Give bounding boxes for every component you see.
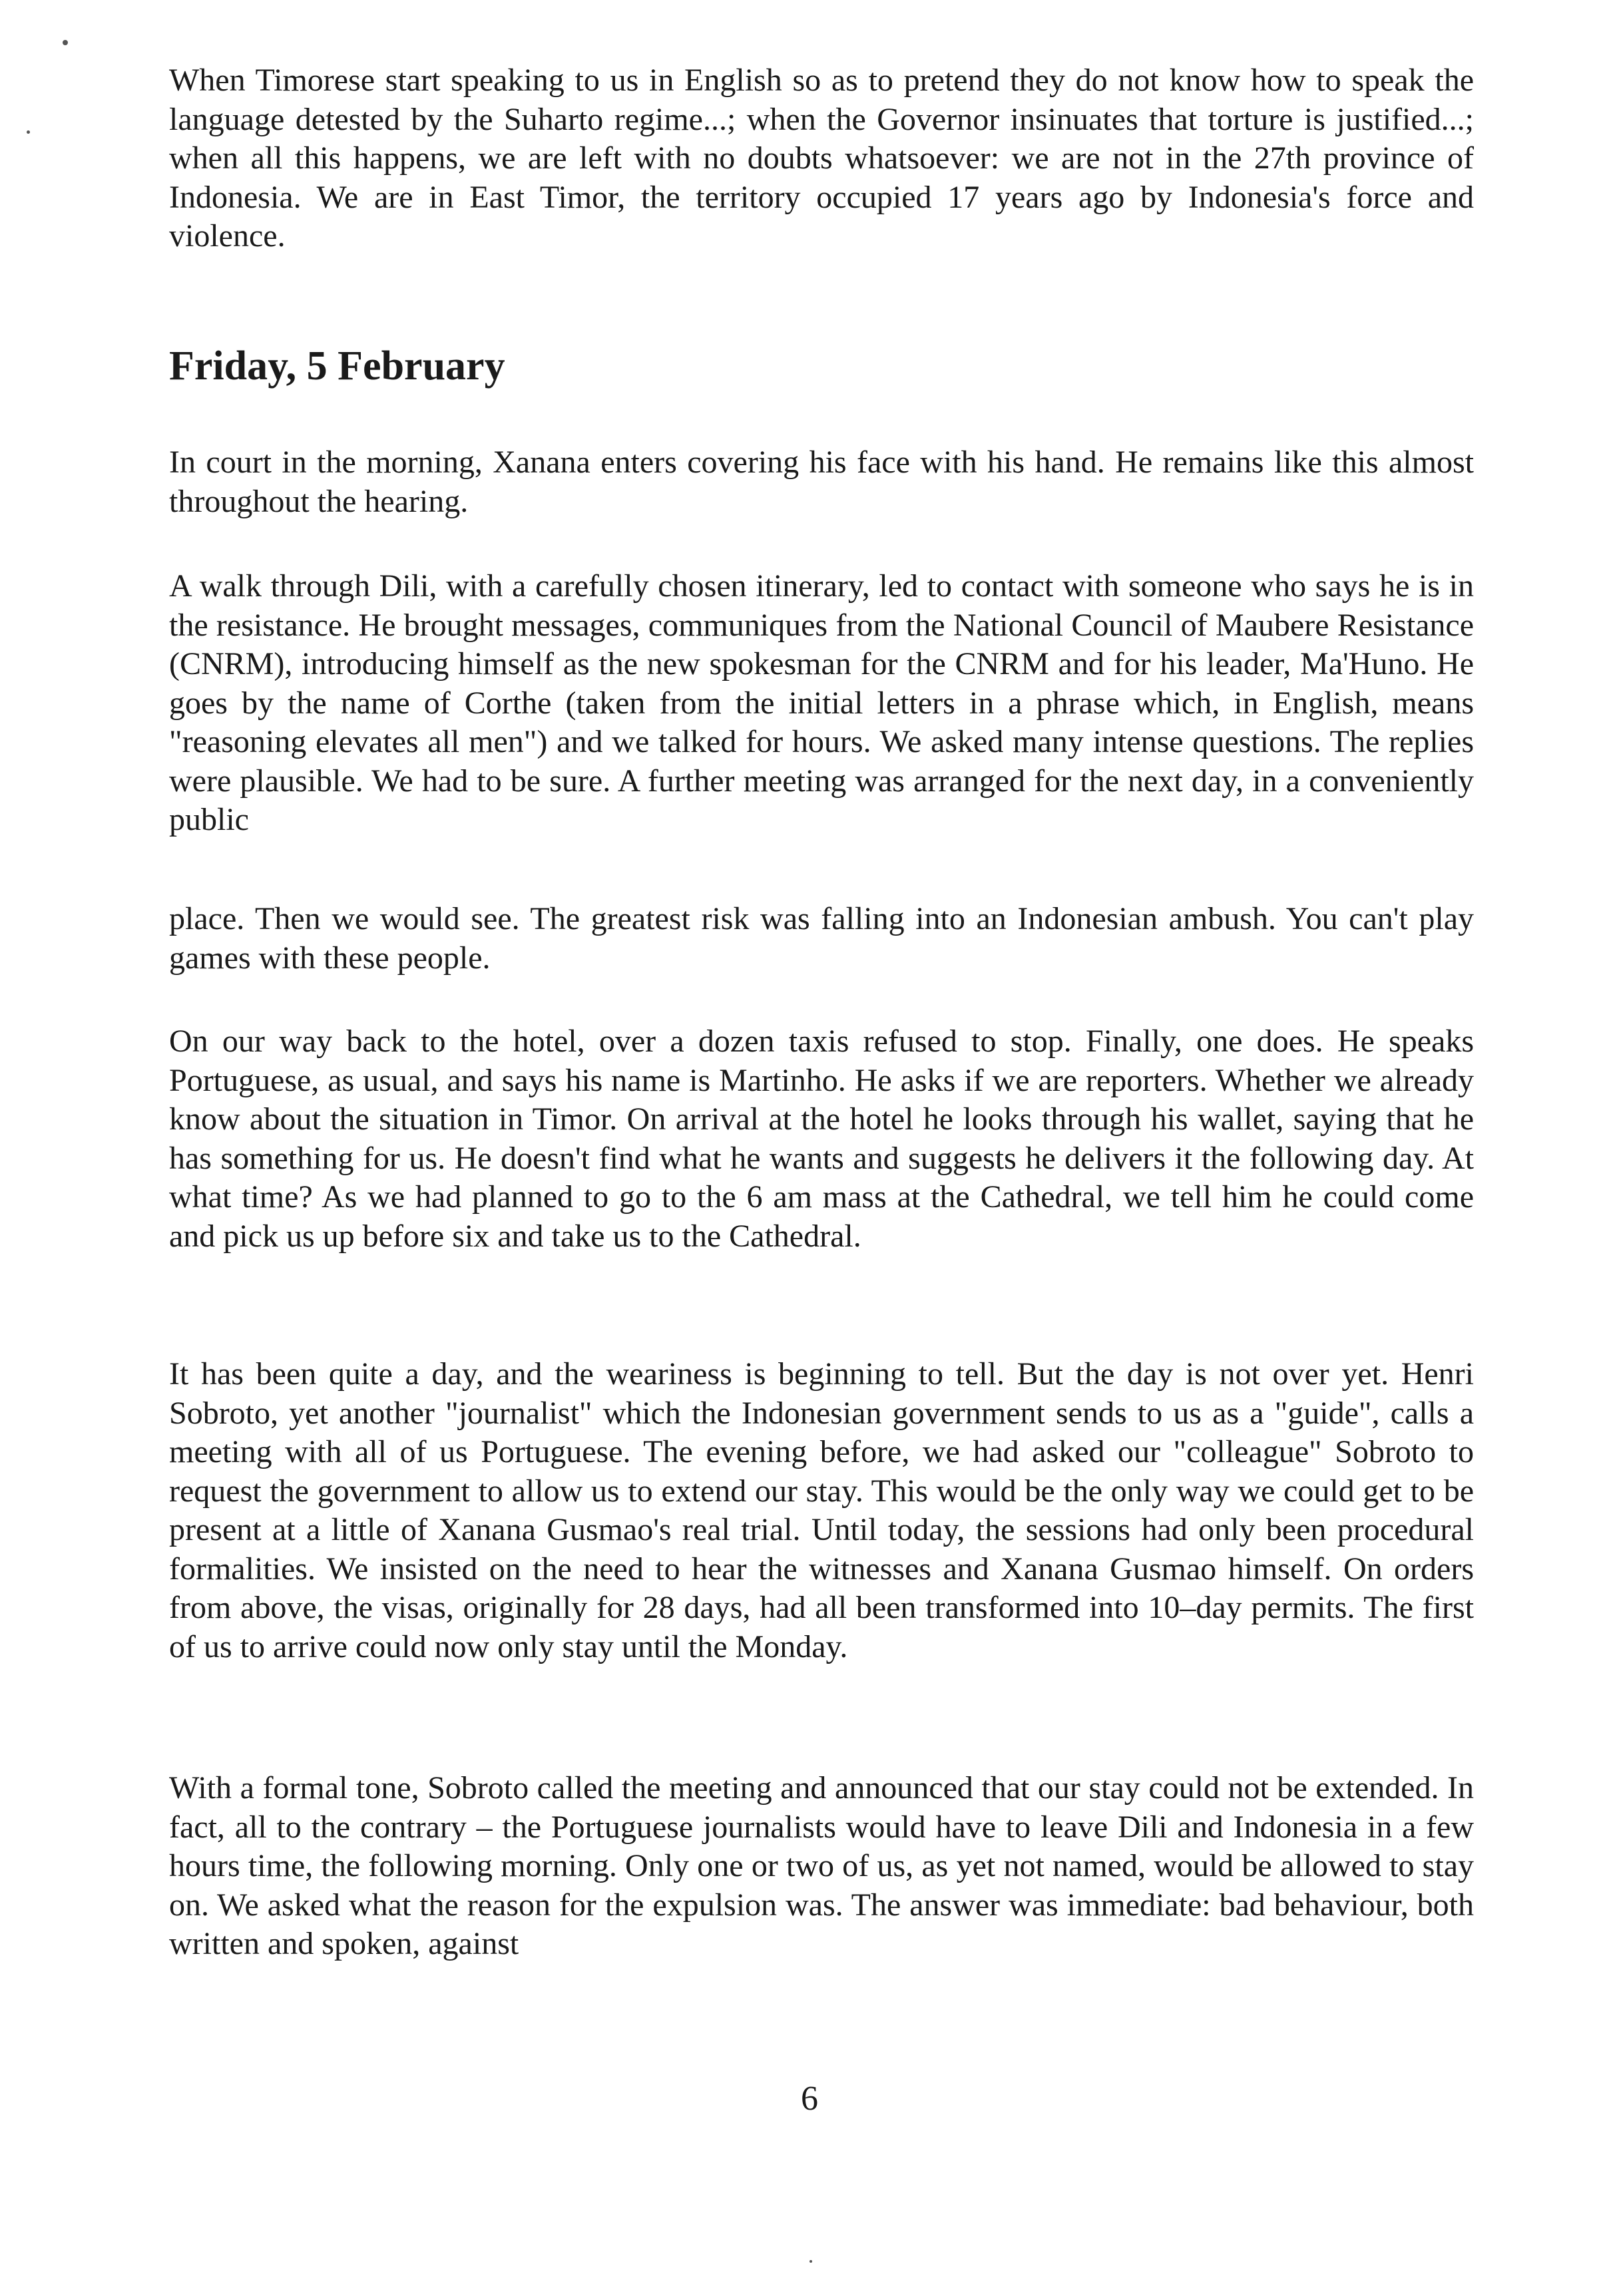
scan-speck xyxy=(810,2260,812,2263)
body-paragraph-expulsion: With a formal tone, Sobroto called the meeting and announced that our stay could not be extended. In fact, all to the contrary – the Portuguese journalists would have to leave Dili and Indonesia in a few hours time, the following morning. Only one or two of us, as yet not named, would be allowed to stay on. We asked what the reason for the expulsion was. The answer was immediate: bad behaviour, both written and spoken, against xyxy=(169,1770,1474,1961)
body-paragraph-taxi: On our way back to the hotel, over a dozen taxis refused to stop. Finally, one does. He speaks Portuguese, as usual, and says his name is Martinho. He asks if we are reporters. Whether we already know about the situation in Timor. On arrival at the hotel he looks through his wallet, saying that he has something for us. He doesn't find what he wants and suggests he delivers it the following day. At what time? As we had planned to go to the 6 am mass at the Cathedral, we tell him he could come and pick us up before six and take us to the Cathedral. xyxy=(169,1024,1474,1254)
body-paragraph-sobroto: It has been quite a day, and the weariness is beginning to tell. But the day is not over yet. Henri Sobroto, yet another "journalist" which the Indonesian government sends to us as a "guide", calls a meeting with all of us Portuguese. The evening before, we had asked our "colleague" Sobroto to request the government to allow us to extend our stay. This would be the only way we could get to be present at a little of Xanana Gusmao's real trial. Until today, the sessions had only been procedural formalities. We insisted on the need to hear the witnesses and Xanana Gusmao himself. On orders from above, the visas, originally for 28 days, had all been transformed into 10–day permits. The first of us to arrive could now only stay until the Monday. xyxy=(169,1356,1474,1664)
scan-speck xyxy=(63,40,68,45)
intro-paragraph: When Timorese start speaking to us in English so as to pretend they do not know how to speak the language detested by the Suharto regime...; when the Governor insinuates that torture is justified...; when all this happens, we are left with no doubts whatsoever: we are not in the 27th province of Indonesia. We are in East Timor, the territory occupied 17 years ago by Indonesia's force and violence. xyxy=(169,63,1474,254)
scan-speck xyxy=(27,130,30,134)
body-paragraph-dili-walk: A walk through Dili, with a carefully chosen itinerary, led to contact with someone who says he is in the resistance. He brought messages, communiques from the National Council of Maubere Resistance (CNRM), introducing himself as the new spokesman for the CNRM and for his leader, Ma'Huno. He goes by the name of Corthe (taken from the initial letters in a phrase which, in English, means "reasoning elevates all men") and we talked for hours. We asked many intense questions. The replies were plausible. We had to be sure. A further meeting was arranged for the next day, in a conveniently public xyxy=(169,568,1474,837)
page-number: 6 xyxy=(801,2080,818,2118)
body-paragraph-court: In court in the morning, Xanana enters covering his face with his hand. He remains like this almost throughout the hearing. xyxy=(169,445,1474,519)
body-paragraph-ambush: place. Then we would see. The greatest risk was falling into an Indonesian ambush. You can't play games with these people. xyxy=(169,901,1474,976)
section-heading: Friday, 5 February xyxy=(169,343,505,389)
